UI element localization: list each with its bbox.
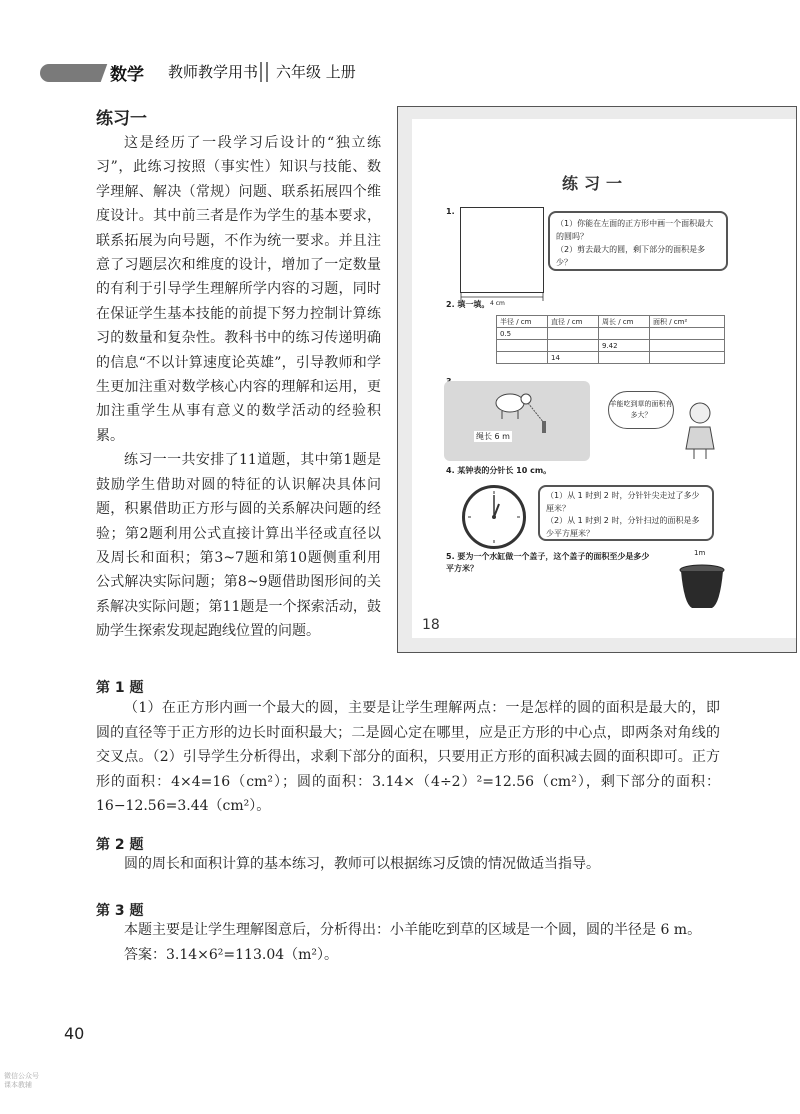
header-grade: 六年级 上册 <box>276 63 356 81</box>
q4-bubble-line: （2）从 1 时到 2 时，分针扫过的面积是多少平方厘米？ <box>546 516 700 538</box>
clock-figure <box>462 485 526 549</box>
question-body <box>96 852 720 877</box>
table-cell: 0.5 <box>497 328 548 340</box>
fill-table <box>496 315 725 364</box>
table-cell <box>497 340 548 352</box>
table-header-row <box>497 316 725 328</box>
table-cell <box>650 328 725 340</box>
table-row <box>497 328 725 340</box>
q2-text: 2. 填一填。 <box>446 300 490 309</box>
q3-bubble: 羊能吃到草的面积有多大？ <box>608 391 674 429</box>
question-title: 第 3 题 <box>96 903 144 919</box>
question-title: 第 1 题 <box>96 680 144 696</box>
q4-bubble-line: （1）从 1 时到 2 时，分针针尖走过了多少厘米？ <box>546 491 700 513</box>
question-title: 第 2 题 <box>96 837 144 853</box>
header-divider <box>260 62 268 82</box>
table-cell <box>650 352 725 364</box>
table-cell <box>548 340 599 352</box>
q4-text: 4. 某钟表的分针长 10 cm。 <box>446 466 552 475</box>
page-number: 40 <box>64 1024 85 1043</box>
girl-illustration <box>680 399 720 461</box>
watermark-line: 微信公众号 <box>4 1072 39 1080</box>
header-book: 教师教学用书 <box>168 63 259 81</box>
section-title: 练习一 <box>96 109 147 129</box>
question-paragraph: 圆的周长和面积计算的基本练习，教师可以根据练习反馈的情况做适当指导。 <box>124 856 600 872</box>
q5-text: 5. 要为一个水缸做一个盖子，这个盖子的面积至少是多少平方米？ <box>446 552 650 573</box>
table-header-cell: 周长 / cm <box>599 316 650 328</box>
q4-bubble <box>538 485 714 541</box>
grass-scene <box>444 381 590 461</box>
rope-length-label: 绳长 6 m <box>476 432 510 441</box>
table-header-cell: 半径 / cm <box>497 316 548 328</box>
watermark-line: 课本教辅 <box>4 1081 32 1089</box>
textbook-page-image <box>397 106 797 653</box>
clock-face <box>465 488 523 546</box>
q1-number: 1. <box>446 207 455 216</box>
watermark <box>4 1072 39 1090</box>
textbook-title: 练习一 <box>562 174 629 193</box>
question-paragraph: 本题主要是让学生理解图意后，分析得出：小羊能吃到草的区域是一个圆，圆的半径是 6 m。 <box>124 922 702 938</box>
intro-paragraph: 这是经历了一段学习后设计的“独立练习”，此练习按照（事实性）知识与技能、数学理解、解决（常规）问题、联系拓展四个维度设计。其中前三者是作为学生的基本要求，联系拓展为向号题，不作为统一要求。并且注意了习题层次和维度的设计，增加了一定数量的有利于引导学生理解所学内容的习题，同时在保证学生基本技能的前提下努力控制计算练习的数量和复杂性。教科书中的练习传递明确的信息“不以计算速度论英雄”，引导教师和学生更加注重对数学核心内容的理解和运用，更加注重学生从事有意义的数学活动的经验积累。 <box>96 135 381 444</box>
sheep-illustration <box>444 381 590 461</box>
table-header-cell: 面积 / cm² <box>650 316 725 328</box>
square-figure <box>460 207 544 293</box>
question-body <box>96 696 720 819</box>
water-vat-illustration <box>678 564 726 610</box>
q1-bubble-line: （2）剪去最大的圆，剩下部分的面积是多少？ <box>556 245 706 267</box>
table-cell: 14 <box>548 352 599 364</box>
q1-bubble <box>548 211 728 271</box>
table-cell <box>497 352 548 364</box>
table-row <box>497 352 725 364</box>
table-cell <box>599 328 650 340</box>
textbook-page-number: 18 <box>422 617 440 633</box>
square-side-label: 4 cm <box>490 300 505 307</box>
intro-text <box>96 131 381 644</box>
question-body <box>96 918 720 967</box>
table-cell: 9.42 <box>599 340 650 352</box>
table-row <box>497 340 725 352</box>
table-cell <box>650 340 725 352</box>
pot-dimension-label: 1m <box>694 549 706 557</box>
q1-bubble-line: （1）你能在左面的正方形中画一个面积最大的圆吗？ <box>556 219 714 241</box>
answer-paragraph: 答案：3.14×6²=113.04（m²）。 <box>124 946 339 963</box>
table-header-cell: 直径 / cm <box>548 316 599 328</box>
table-cell <box>548 328 599 340</box>
question-paragraph: （1）在正方形内画一个最大的圆，主要是让学生理解两点：一是怎样的圆的面积是最大的，即圆的直径等于正方形的边长时面积最大；二是圆心定在哪里，应是正方形的中心点，即两条对角线的交叉点。（2）引导学生分析得出，求剩下部分的面积，只要用正方形的面积减去圆的面积即可。正方形的面积：4×4=16（cm²）；圆的面积：3.14×（4÷2）²=12.56（cm²），剩下部分的面积：16−12.56=3.44（cm²）。 <box>96 700 720 814</box>
header-subject: 数学 <box>110 65 144 85</box>
table-cell <box>599 352 650 364</box>
intro-paragraph: 练习一一共安排了11道题，其中第1题是鼓励学生借助对圆的特征的认识解决具体问题，积累借助正方形与圆的关系解决问题的经验；第2题利用公式直接计算出半径或直径以及周长和面积；第3~7题和第10题侧重利用公式解决实际问题；第8~9题借助图形间的关系解决实际问题；第11题是一个探索活动，鼓励学生探索发现起跑线位置的问题。 <box>96 452 381 640</box>
